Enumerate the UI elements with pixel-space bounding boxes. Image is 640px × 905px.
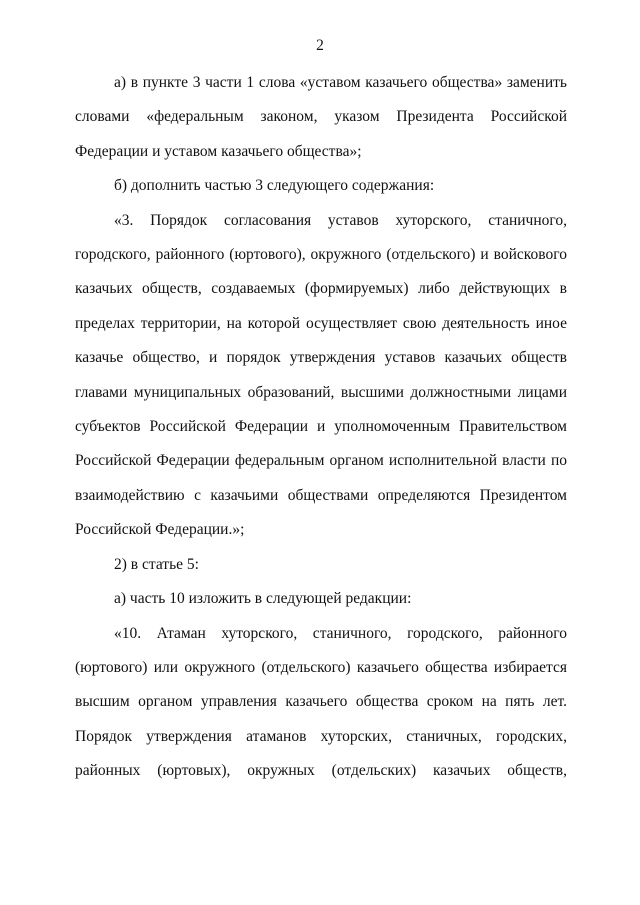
page-number: 2 [316,37,324,54]
paragraph-article-5: 2) в статье 5: [114,555,199,573]
document-body [75,66,567,789]
paragraph-part-3-text: «3. Порядок согласования уставов хуторского, станичного, городского, районного (юртового), окружного (отдельского) и войскового казачьих обществ, создаваемых (формируемых) либо действующих в пределах территории, на которой осуществляет свою деятельность иное казачье общество, и порядок утверждения уставов казачьих обществ главами муниципальных образований, высшими должностными лицами субъектов Российской Федерации и уполномоченным Правительством Российской Федерации федеральным органом исполнительной власти по взаимодействию с казачьими обществами определяются Президентом Российской Федерации.»; [75,211,567,539]
paragraph-add-part-3: б) дополнить частью 3 следующего содержания: [114,177,435,195]
paragraph-amend-point-3: а) в пункте 3 части 1 слова «уставом казачьего общества» заменить словами «федеральным законом, указом Президента Российской Федерации и уставом казачьего общества»; [75,74,567,160]
paragraph-part-10-edit: а) часть 10 изложить в следующей редакции: [114,590,412,608]
paragraph-part-10-text: «10. Атаман хуторского, станичного, городского, районного (юртового) или окружного (отдельского) казачьего общества избирается высшим органом управления казачьего общества сроком на пять лет. Порядок утверждения атаманов хуторских, станичных, городских, районных (юртовых), окружных (отдельских) казачьих обществ, [75,624,567,780]
